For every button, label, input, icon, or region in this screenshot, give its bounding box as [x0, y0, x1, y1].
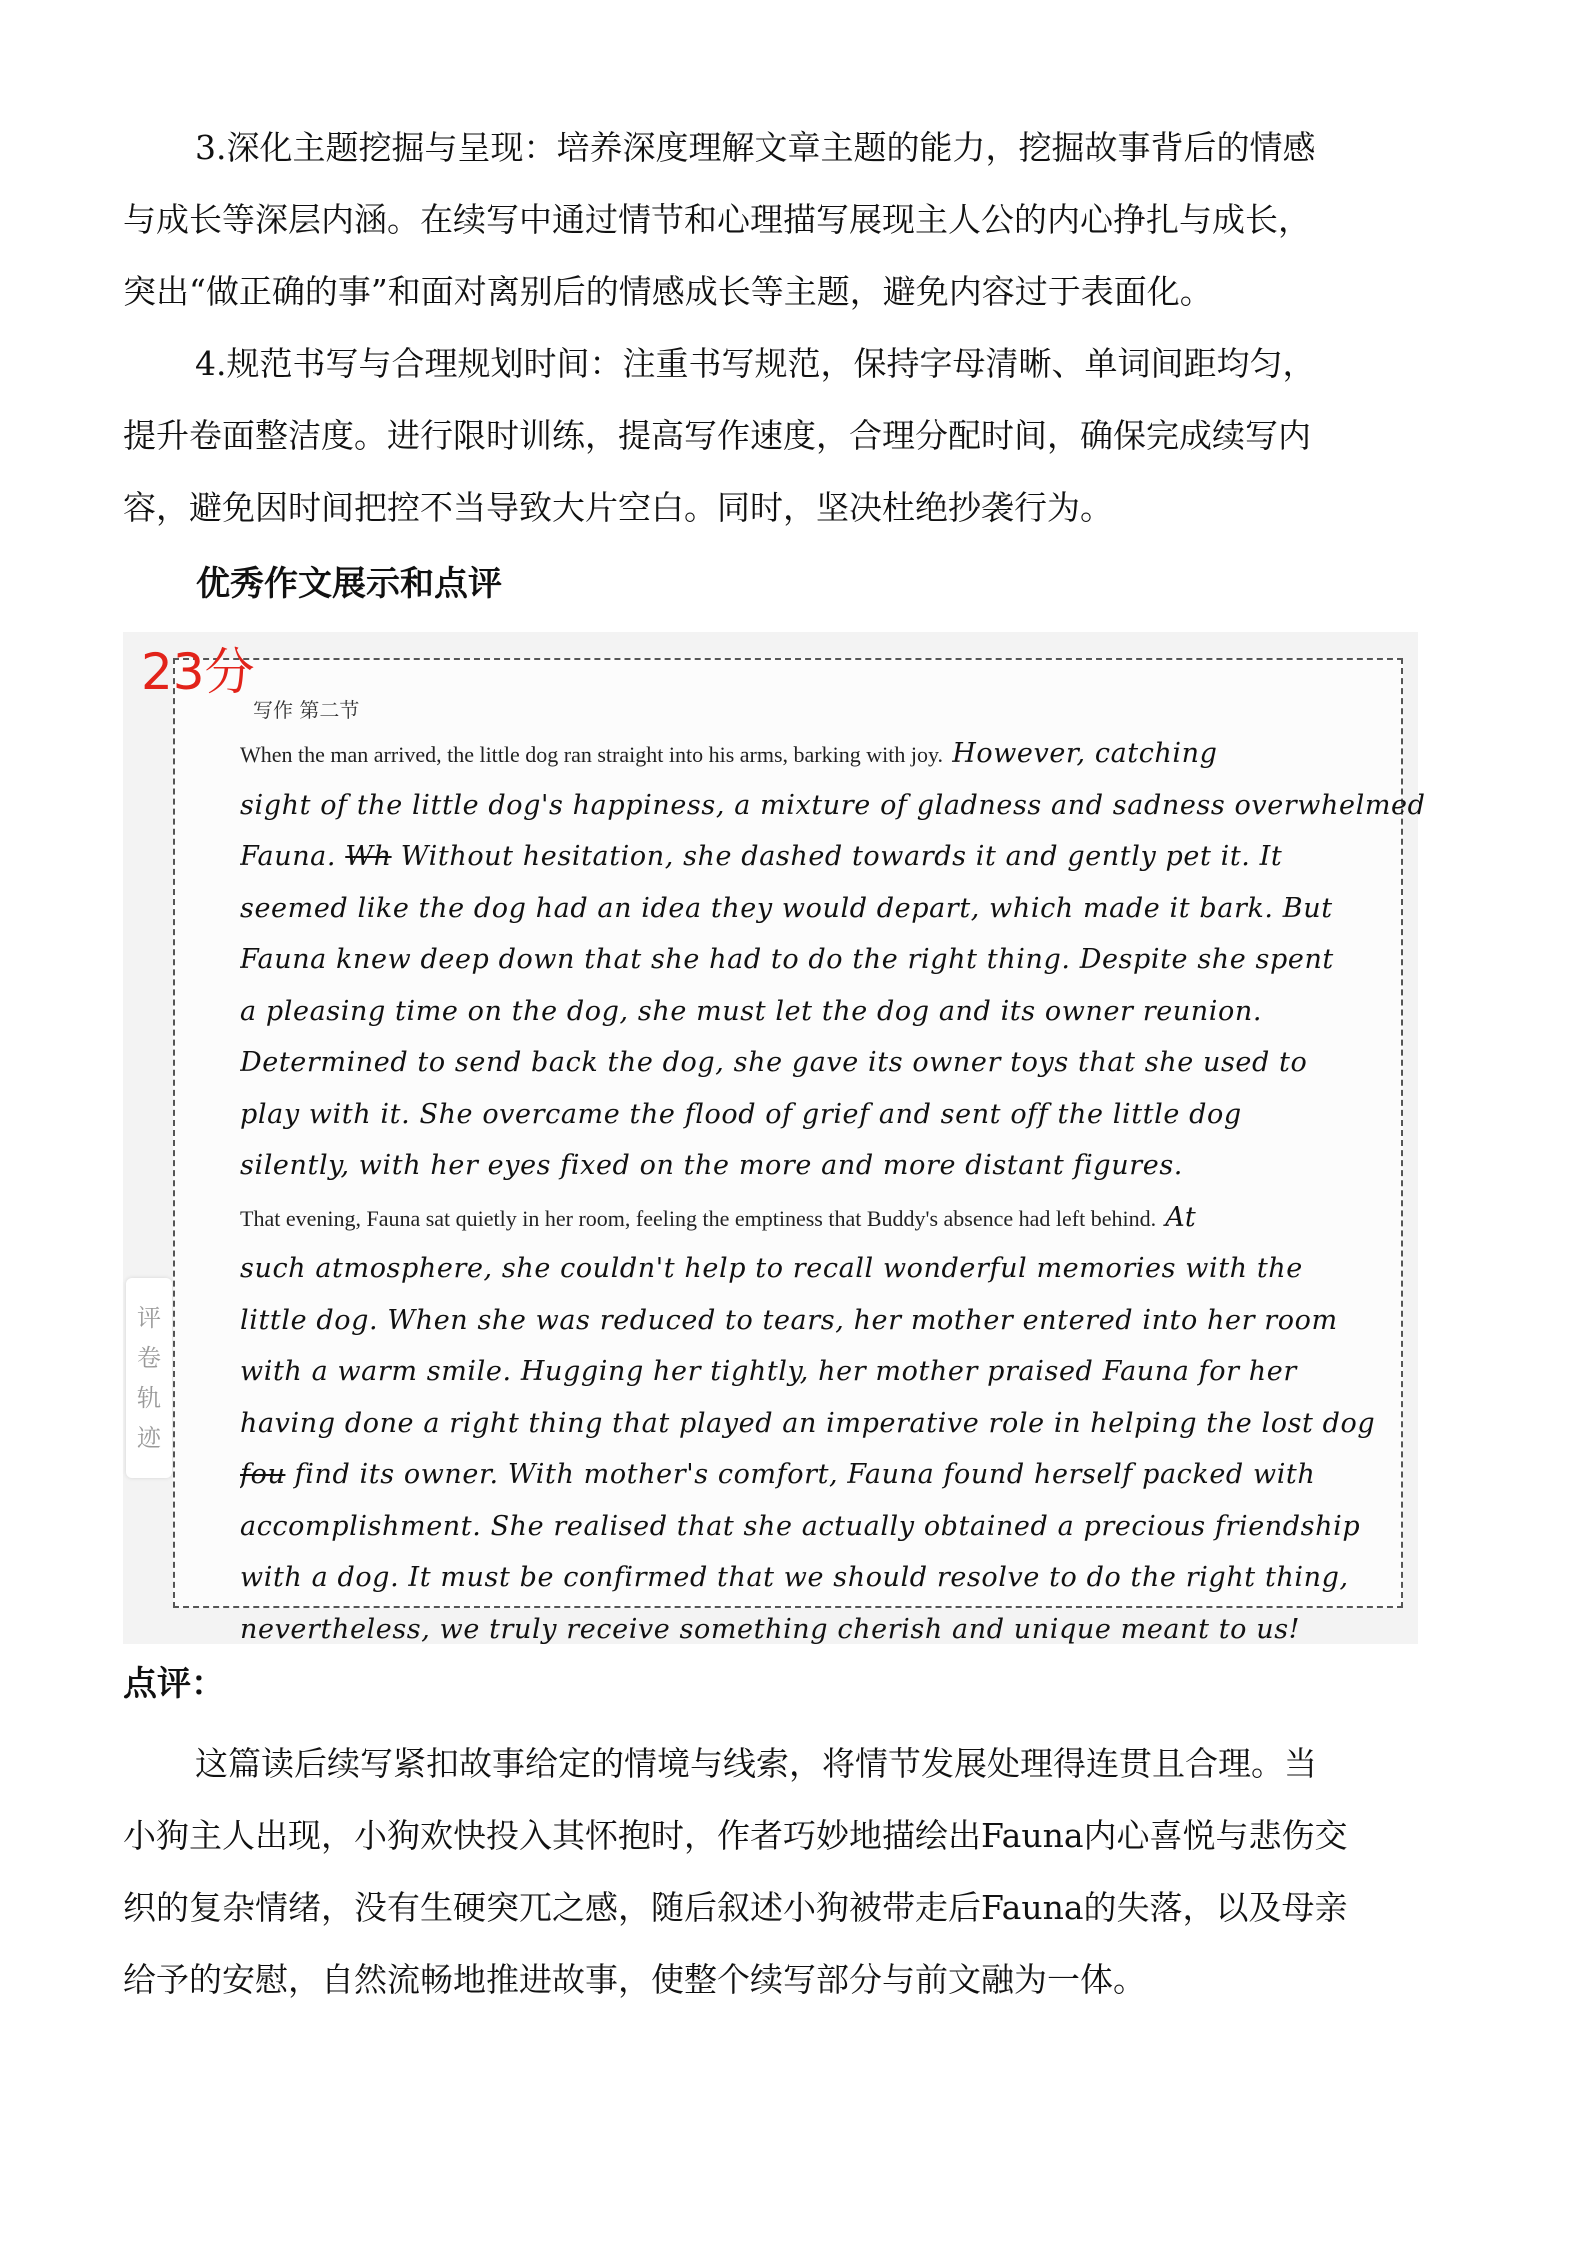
paragraph-3-line-3: 突出“做正确的事”和面对离别后的情感成长等主题，避免内容过于表面化。: [123, 272, 1213, 311]
paragraph-4-line-1: 4.规范书写与合理规划时间：注重书写规范，保持字母清晰、单词间距均匀，: [195, 344, 1316, 383]
essay-line: [240, 728, 1435, 780]
essay-handwritten-text: Without hesitation, she dashed towards it and gently pet it. It: [391, 841, 1283, 872]
essay-section-label: 写作 第二节: [253, 698, 360, 722]
essay-lines: [240, 728, 1435, 1655]
paragraph-3-line-1: 3.深化主题挖掘与呈现：培养深度理解文章主题的能力，挖掘故事背后的情感: [195, 128, 1316, 167]
paragraph-4: [123, 328, 1473, 544]
essay-line: [240, 1089, 1435, 1141]
comment-line-3: 织的复杂情绪，没有生硬突兀之感，随后叙述小狗被带走后Fauna的失落，以及母亲: [123, 1888, 1348, 1927]
essay-handwritten-text: such atmosphere, she couldn't help to recall wonderful memories with the: [240, 1253, 1303, 1284]
essay-handwritten-text: little dog. When she was reduced to tears, her mother entered into her room: [240, 1304, 1338, 1336]
essay-line: [240, 1243, 1435, 1295]
essay-handwritten-text: Fauna knew deep down that she had to do the right thing. Despite she spent: [240, 944, 1334, 975]
essay-handwritten-text: sight of the little dog's happiness, a mixture of gladness and sadness overwhelmed: [240, 789, 1426, 821]
essay-line: [240, 1552, 1435, 1604]
essay-line: [240, 780, 1435, 832]
essay-line: [240, 1346, 1435, 1398]
essay-printed-text: That evening, Fauna sat quietly in her room, feeling the emptiness that Buddy's absence had left behind.: [240, 1205, 1157, 1231]
essay-line: [240, 986, 1435, 1038]
essay-handwritten-text: with a warm smile. Hugging her tightly, her mother praised Fauna for her: [240, 1356, 1297, 1387]
essay-handwritten-text: a pleasing time on the dog, she must let the dog and its owner reunion.: [240, 995, 1263, 1027]
essay-printed-text: When the man arrived, the little dog ran straight into his arms, barking with joy.: [240, 742, 944, 767]
essay-line: [240, 934, 1435, 986]
essay-line: [240, 1192, 1435, 1244]
paragraph-4-line-3: 容，避免因时间把控不当导致大片空白。同时，坚决杜绝抄袭行为。: [123, 488, 1113, 527]
comment-line-4: 给予的安慰，自然流畅地推进故事，使整个续写部分与前文融为一体。: [123, 1960, 1146, 1999]
essay-handwritten-text: However, catching: [943, 738, 1218, 769]
essay-image: [123, 632, 1426, 1645]
essay-line: [240, 1398, 1435, 1450]
essay-handwritten-text: with a dog. It must be confirmed that we should resolve to do the right thing,: [240, 1562, 1349, 1593]
section-heading: 优秀作文展示和点评: [196, 564, 502, 604]
comment-title: 点评：: [123, 1664, 225, 1704]
essay-line: [240, 1140, 1435, 1192]
essay-struck-text: fou: [240, 1459, 286, 1490]
essay-line: [240, 1449, 1435, 1501]
essay-line: [240, 1501, 1435, 1553]
comment-line-2: 小狗主人出现，小狗欢快投入其怀抱时，作者巧妙地描绘出Fauna内心喜悦与悲伤交: [123, 1816, 1348, 1855]
paragraph-4-line-2: 提升卷面整洁度。进行限时训练，提高写作速度，合理分配时间，确保完成续写内: [123, 416, 1311, 455]
essay-line: [240, 1295, 1435, 1347]
essay-handwritten-text: having done a right thing that played an imperative role in helping the lost dog: [240, 1407, 1376, 1439]
essay-handwritten-text: play with it. She overcame the flood of grief and sent off the little dog: [240, 1098, 1242, 1130]
paragraph-3: [123, 112, 1473, 328]
essay-handwritten-text: find its owner. With mother's comfort, Fauna found herself packed with: [285, 1459, 1316, 1490]
essay-line: [240, 831, 1435, 883]
essay-paper: [173, 658, 1426, 1645]
comment-line-1: 这篇读后续写紧扣故事给定的情境与线索，将情节发展处理得连贯且合理。当: [195, 1744, 1317, 1783]
review-track-tab[interactable]: [126, 1278, 172, 1478]
essay-handwritten-text: silently, with her eyes fixed on the more and more distant figures.: [240, 1150, 1183, 1181]
essay-handwritten-text: At: [1156, 1201, 1197, 1233]
side-tab-char: 评: [137, 1304, 161, 1332]
essay-line: [240, 883, 1435, 935]
side-tab-char: 迹: [137, 1424, 161, 1452]
paragraph-3-line-2: 与成长等深层内涵。在续写中通过情节和心理描写展现主人公的内心挣扎与成长，: [123, 200, 1311, 239]
essay-line: [240, 1037, 1435, 1089]
essay-handwritten-text: nevertheless, we truly receive something cherish and unique meant to us!: [240, 1613, 1301, 1645]
essay-line: [240, 1604, 1435, 1656]
score-mark: 23分: [141, 643, 255, 701]
essay-handwritten-text: seemed like the dog had an idea they would depart, which made it bark. But: [240, 892, 1333, 924]
side-tab-char: 卷: [137, 1344, 161, 1372]
essay-struck-text: Wh: [345, 841, 392, 872]
comment-paragraph: [123, 1728, 1473, 2016]
side-tab-char: 轨: [137, 1384, 161, 1412]
essay-handwritten-text: Determined to send back the dog, she gave its owner toys that she used to: [240, 1047, 1308, 1078]
essay-handwritten-text: accomplishment. She realised that she actually obtained a precious friendship: [240, 1510, 1361, 1542]
essay-handwritten-text: Fauna.: [240, 841, 346, 872]
